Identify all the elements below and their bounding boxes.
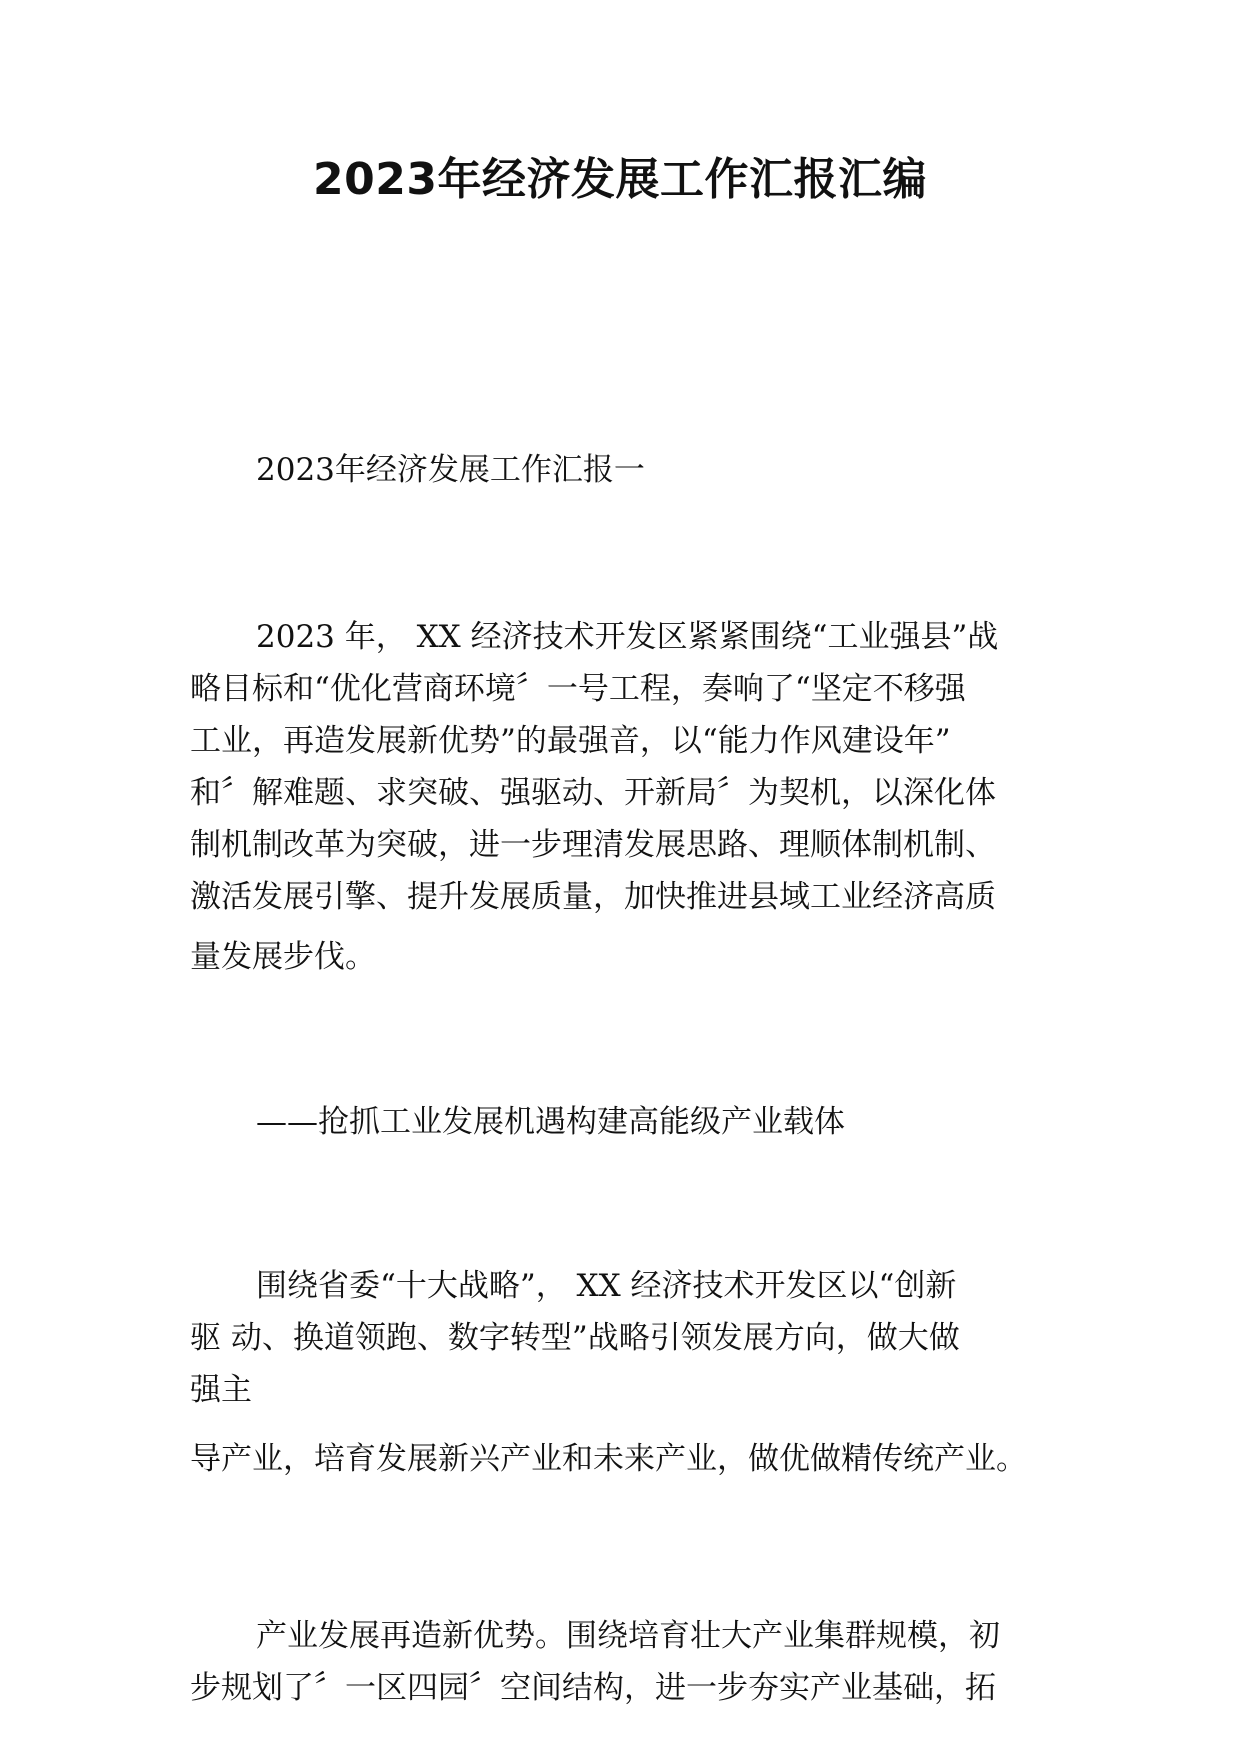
paragraph-line: 和〞解难题、求突破、强驱动、开新局〞为契机，以深化体 (190, 775, 996, 811)
paragraph-line: 制机制改革为突破，进一步理清发展思路、理顺体制机制、 (190, 827, 996, 863)
paragraph-line: 强主 (190, 1372, 252, 1408)
paragraph-line: 驱 动、换道领跑、数字转型”战略引领发展方向，做大做 (190, 1320, 960, 1356)
section-heading: 2023年经济发展工作汇报一 (256, 452, 645, 488)
paragraph-line: 2023 年， XX 经济技术开发区紧紧围绕“工业强县”战 (256, 619, 999, 655)
paragraph-line: 激活发展引擎、提升发展质量，加快推进县域工业经济高质 (190, 879, 996, 915)
paragraph-line: 量发展步伐。 (190, 939, 376, 975)
paragraph-line: 工业，再造发展新优势”的最强音，以“能力作风建设年” (190, 723, 951, 759)
paragraph-line: 围绕省委“十大战略”， XX 经济技术开发区以“创新 (256, 1268, 957, 1304)
paragraph-line: 步规划了〞一区四园〞空间结构，进一步夯实产业基础，拓 (190, 1670, 996, 1706)
paragraph-2 (190, 1260, 1050, 1416)
paragraph-line: 导产业，培育发展新兴产业和未来产业，做优做精传统产业。 (190, 1441, 1027, 1477)
paragraph-line: 略目标和“优化营商环境〞一号工程，奏响了“坚定不移强 (190, 671, 966, 707)
paragraph-line: 产业发展再造新优势。围绕培育壮大产业集群规模，初 (256, 1618, 1000, 1654)
paragraph-3 (190, 1433, 1050, 1485)
paragraph-1 (190, 611, 1050, 983)
document-title: 2023年经济发展工作汇报汇编 (313, 154, 927, 205)
paragraph-4 (190, 1610, 1050, 1714)
sub-heading: ——抢抓工业发展机遇构建高能级产业载体 (256, 1104, 845, 1140)
